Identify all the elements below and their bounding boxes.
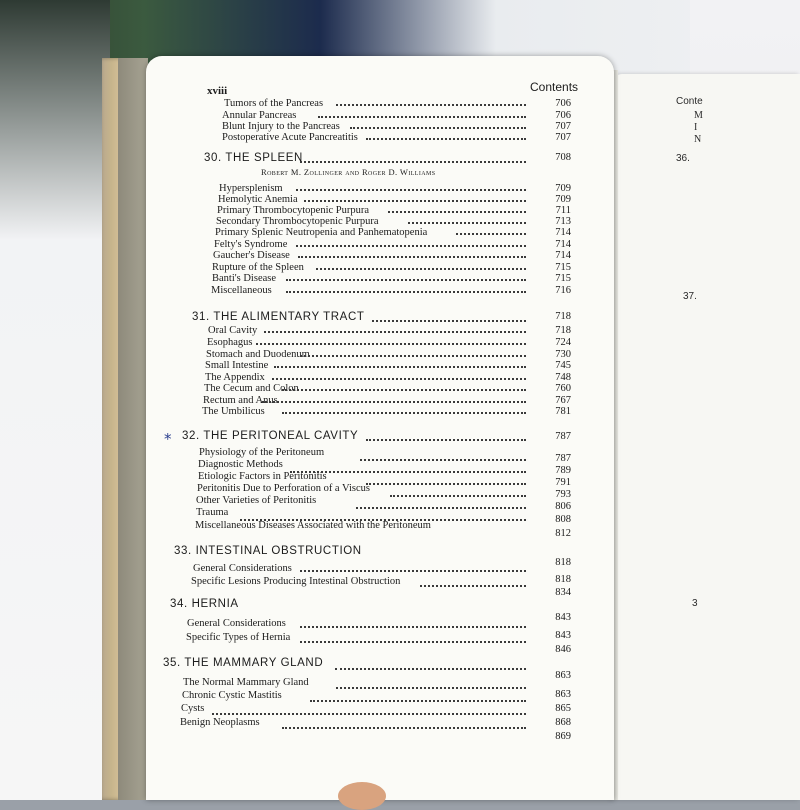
toc-entry-page: 714: [555, 239, 571, 250]
background-left: [0, 0, 110, 800]
toc-entry-page: 863: [555, 689, 571, 700]
toc-extra-page: 834: [555, 587, 571, 598]
toc-entry-label: Tumors of the Pancreas: [224, 98, 324, 109]
leader-dots: [366, 483, 526, 485]
leader-dots: [286, 291, 526, 293]
toc-entry-label: Small Intestine: [205, 360, 269, 371]
right-page-fragment: I: [694, 122, 698, 133]
toc-entry-page: 806: [555, 501, 571, 512]
leader-dots: [272, 378, 526, 380]
toc-entry-label: Cysts: [181, 703, 205, 714]
toc-entry-label: The Normal Mammary Gland: [183, 677, 309, 688]
thumb: [338, 782, 386, 810]
leader-dots: [300, 626, 526, 628]
toc-entry-label: Rectum and Anus: [203, 395, 278, 406]
right-page-chapter-fragment: 3: [692, 598, 698, 609]
leader-dots: [316, 268, 526, 270]
toc-entry-page: 818: [555, 557, 571, 568]
leader-dots: [350, 127, 526, 129]
leader-dots: [366, 439, 526, 441]
toc-entry-page: 760: [555, 383, 571, 394]
leader-dots: [296, 245, 526, 247]
toc-entry-page: 748: [555, 372, 571, 383]
toc-entry-page: 714: [555, 250, 571, 261]
toc-entry-page: 715: [555, 262, 571, 273]
toc-entry-label: Benign Neoplasms: [180, 717, 260, 728]
toc-entry-page: 812: [555, 528, 571, 539]
leader-dots: [420, 585, 526, 587]
toc-entry-label: Rupture of the Spleen: [212, 262, 304, 273]
chapter-page: 787: [555, 431, 571, 442]
leader-dots: [408, 222, 526, 224]
toc-entry-page: 843: [555, 630, 571, 641]
toc-entry-label: Esophagus: [207, 337, 253, 348]
toc-entry-page: 818: [555, 574, 571, 585]
toc-entry-label: The Umbilicus: [202, 406, 265, 417]
toc-entry-page: 745: [555, 360, 571, 371]
toc-entry-label: Stomach and Duodenum: [206, 349, 310, 360]
right-page-chapter-fragment: 37.: [683, 291, 697, 302]
leader-dots: [290, 471, 526, 473]
toc-entry-label: Primary Thrombocytopenic Purpura: [217, 205, 370, 216]
chapter-heading: 33. INTESTINAL OBSTRUCTION: [174, 545, 362, 557]
toc-entry-page: 709: [555, 194, 571, 205]
leader-dots: [372, 320, 526, 322]
toc-entry-page: 706: [555, 98, 571, 109]
toc-entry-label: Trauma: [196, 507, 229, 518]
leader-dots: [282, 389, 526, 391]
chapter-page: 718: [555, 311, 571, 322]
toc-entry-label: General Considerations: [193, 563, 292, 574]
leader-dots: [388, 211, 526, 213]
leader-dots: [264, 331, 526, 333]
leader-dots: [296, 189, 526, 191]
right-page-chapter-fragment: 36.: [676, 153, 690, 164]
right-page-header-fragment: Conte: [676, 96, 703, 107]
leader-dots: [335, 668, 526, 670]
toc-entry-page: 865: [555, 703, 571, 714]
chapter-page: 708: [555, 152, 571, 163]
toc-entry-label: Postoperative Acute Pancreatitis: [222, 132, 358, 143]
toc-entry-label: Hemolytic Anemia: [218, 194, 298, 205]
leader-dots: [212, 713, 526, 715]
chapter-heading: 34. HERNIA: [170, 598, 239, 610]
toc-entry-page: 713: [555, 216, 571, 227]
toc-entry-page: 709: [555, 183, 571, 194]
toc-entry-label: Etiologic Factors in Peritonitis: [198, 471, 327, 482]
toc-entry-label: Miscellaneous: [211, 285, 272, 296]
toc-entry-page: 711: [555, 205, 571, 216]
toc-entry-page: 808: [555, 514, 571, 525]
toc-entry-page: 793: [555, 489, 571, 500]
leader-dots: [240, 519, 526, 521]
toc-extra-page: 869: [555, 731, 571, 742]
toc-entry-label: Felty's Syndrome: [214, 239, 288, 250]
toc-entry-label: Secondary Thrombocytopenic Purpura: [216, 216, 379, 227]
toc-entry-label: Other Varieties of Peritonitis: [196, 495, 317, 506]
leader-dots: [304, 200, 526, 202]
toc-entry-page: 724: [555, 337, 571, 348]
toc-entry-label: Specific Lesions Producing Intestinal Obstruction: [191, 576, 401, 587]
toc-entry-label: The Appendix: [205, 372, 265, 383]
toc-entry-page: 714: [555, 227, 571, 238]
toc-entry-page: 791: [555, 477, 571, 488]
toc-entry-page: 868: [555, 717, 571, 728]
toc-entry-label: Annular Pancreas: [222, 110, 297, 121]
toc-entry-page: 706: [555, 110, 571, 121]
leader-dots: [300, 641, 526, 643]
toc-entry-page: 863: [555, 670, 571, 681]
toc-entry-page: 707: [555, 132, 571, 143]
toc-entry-page: 730: [555, 349, 571, 360]
leader-dots: [300, 570, 526, 572]
toc-entry-page: 767: [555, 395, 571, 406]
right-page: [612, 74, 800, 800]
leader-dots: [300, 355, 526, 357]
leader-dots: [318, 116, 526, 118]
leader-dots: [274, 366, 526, 368]
toc-entry-label: Miscellaneous Diseases Associated with the Peritoneum: [195, 520, 431, 531]
toc-entry-label: Physiology of the Peritoneum: [199, 447, 325, 458]
leader-dots: [336, 104, 526, 106]
toc-entry-page: 781: [555, 406, 571, 417]
leader-dots: [286, 279, 526, 281]
leader-dots: [390, 495, 526, 497]
toc-entry-label: Diagnostic Methods: [198, 459, 283, 470]
leader-dots: [256, 343, 526, 345]
right-page-fragment: M: [694, 110, 703, 121]
leader-dots: [356, 507, 526, 509]
leader-dots: [282, 727, 526, 729]
right-page-fragment: N: [694, 134, 702, 145]
leader-dots: [300, 161, 526, 163]
leader-dots: [366, 138, 526, 140]
toc-entry-page: 718: [555, 325, 571, 336]
toc-extra-page: 846: [555, 644, 571, 655]
leader-dots: [310, 700, 526, 702]
chapter-heading: 31. THE ALIMENTARY TRACT: [192, 311, 365, 323]
chapter-heading: 35. THE MAMMARY GLAND: [163, 657, 324, 669]
asterisk-mark-icon: *: [164, 430, 172, 448]
toc-entry-label: Primary Splenic Neutropenia and Panhematopenia: [215, 227, 428, 238]
toc-entry-label: Chronic Cystic Mastitis: [182, 690, 282, 701]
toc-entry-label: Blunt Injury to the Pancreas: [222, 121, 340, 132]
chapter-heading: 32. THE PERITONEAL CAVITY: [182, 430, 359, 442]
toc-entry-label: Specific Types of Hernia: [186, 632, 291, 643]
toc-entry-page: 789: [555, 465, 571, 476]
leader-dots: [298, 256, 526, 258]
leader-dots: [336, 687, 526, 689]
leader-dots: [282, 412, 526, 414]
toc-entry-label: Gaucher's Disease: [213, 250, 290, 261]
toc-entry-page: 707: [555, 121, 571, 132]
page-number: xviii: [207, 85, 228, 97]
toc-entry-page: 787: [555, 453, 571, 464]
toc-entry-label: Banti's Disease: [212, 273, 277, 284]
book-spine: [118, 58, 148, 800]
toc-entry-page: 716: [555, 285, 571, 296]
toc-entry-label: Oral Cavity: [208, 325, 258, 336]
toc-entry-label: General Considerations: [187, 618, 286, 629]
toc-entry-label: Peritonitis Due to Perforation of a Viscus: [197, 483, 370, 494]
page-title: Contents: [530, 80, 579, 94]
toc-entry-page: 715: [555, 273, 571, 284]
leader-dots: [360, 459, 526, 461]
leader-dots: [456, 233, 526, 235]
chapter-heading: 30. THE SPLEEN: [204, 152, 303, 164]
leader-dots: [262, 401, 526, 403]
toc-entry-label: The Cecum and Colon: [204, 383, 299, 394]
toc-entry-page: 843: [555, 612, 571, 623]
chapter-author: Robert M. Zollinger and Roger D. Williams: [261, 167, 436, 177]
toc-entry-label: Hypersplenism: [219, 183, 283, 194]
